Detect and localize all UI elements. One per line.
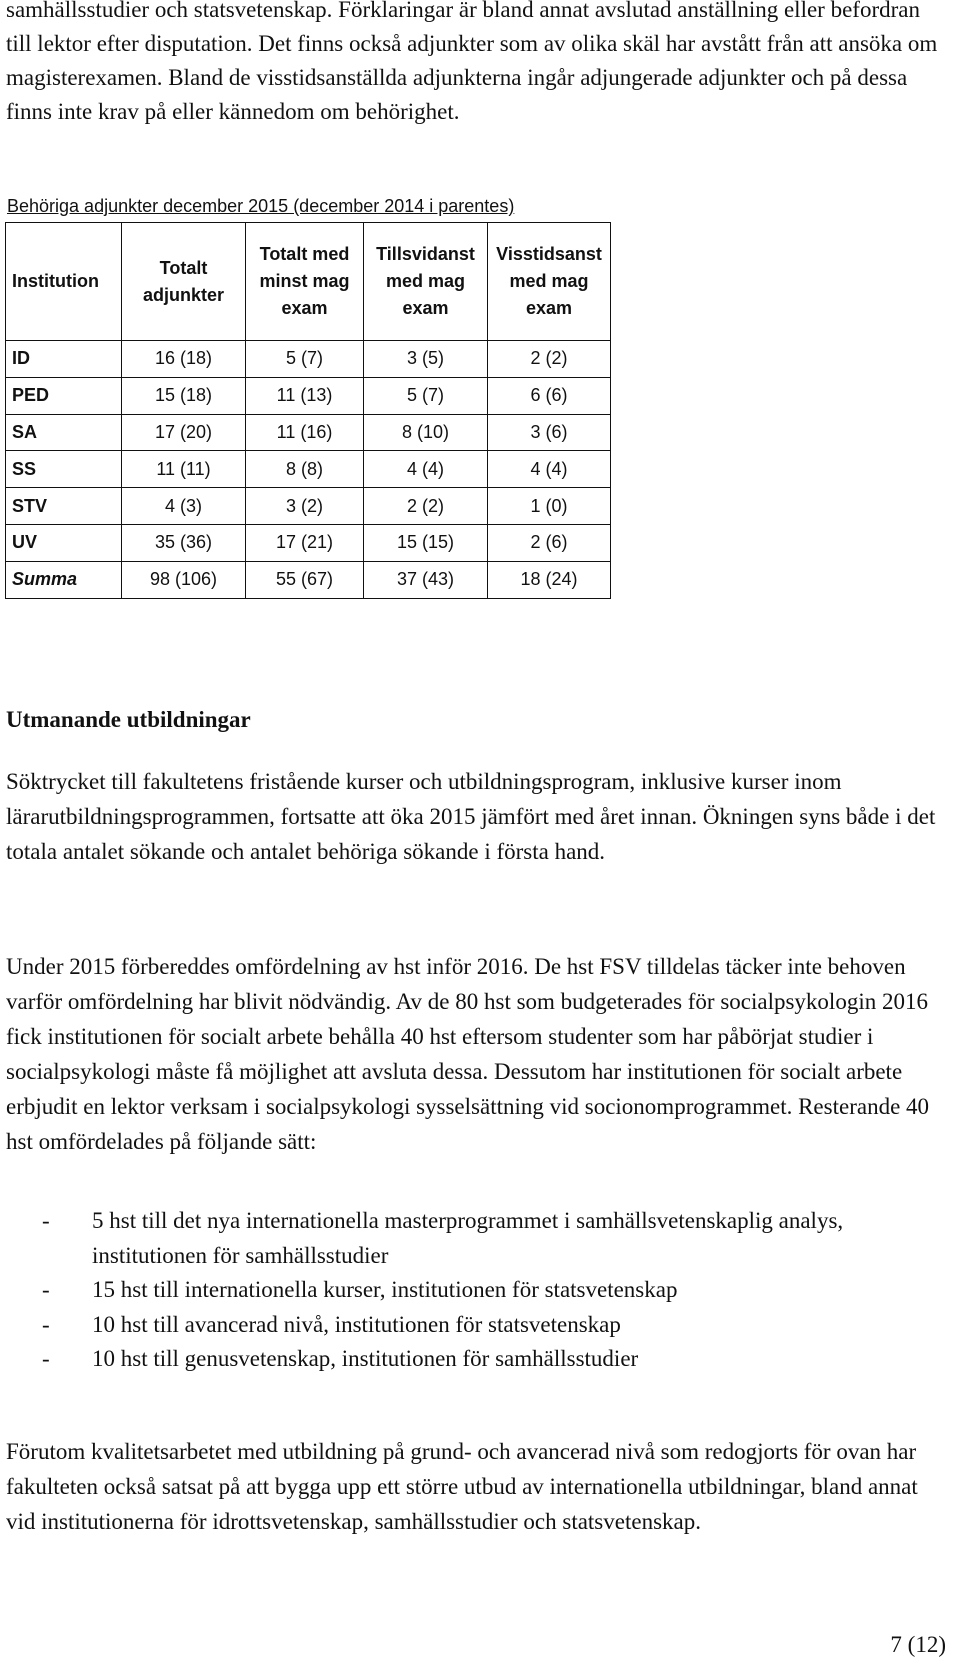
table-row [6,451,611,488]
cell-visstidsanst: 2 (2) [488,341,611,378]
table-header-row [6,223,611,341]
intro-paragraph: samhällsstudier och statsvetenskap. Förklaringar är bland annat avslutad anställning eller befordran till lektor efter disputation. Det finns också adjunkter som av olika skäl har avstått från att ansöka om magisterexamen. Bland de visstidsanställda adjunkterna ingår adjungerade adjunkter och på dessa finns inte krav på eller kännedom om behörighet. [6,0,938,124]
cell-institution: PED [6,377,122,414]
reallocation-list [6,1204,946,1377]
cell-totalt: 11 (11) [122,451,246,488]
cell-totalt: 98 (106) [122,561,246,598]
list-item-text: 15 hst till internationella kurser, institutionen för statsvetenskap [92,1277,678,1302]
cell-tillsvidanst: 3 (5) [364,341,488,378]
header-totalt-minst-mag: Totalt med minst mag exam [246,223,364,341]
cell-minst-mag: 5 (7) [246,341,364,378]
cell-minst-mag: 8 (8) [246,451,364,488]
paragraph-hst: Under 2015 förbereddes omfördelning av hst inför 2016. De hst FSV tilldelas täcker inte behoven varför omfördelning har blivit nödvändig. Av de 80 hst som budgeterades för socialpsykologin 2016 fick institutionen för socialt arbete behålla 40 hst eftersom studenter som har påbörjat studier i socialpsykologi måste få möjlighet att avsluta dessa. Dessutom har institutionen för socialt arbete erbjudit en lektor verksam i socialpsykologi sysselsättning vid socionomprogrammet. Resterande 40 hst omfördelades på följande sätt: [6,954,930,1154]
adjunkter-table [5,222,611,599]
table-row [6,377,611,414]
cell-minst-mag: 11 (16) [246,414,364,451]
cell-tillsvidanst: 15 (15) [364,524,488,561]
section-heading: Utmanande utbildningar [6,707,251,732]
list-item [6,1308,946,1343]
cell-totalt: 4 (3) [122,488,246,525]
header-visstidsanst: Visstidsanst med mag exam [488,223,611,341]
cell-visstidsanst: 2 (6) [488,524,611,561]
list-item [6,1342,946,1377]
header-institution: Institution [6,223,122,341]
cell-minst-mag: 3 (2) [246,488,364,525]
cell-tillsvidanst: 8 (10) [364,414,488,451]
cell-institution: Summa [6,561,122,598]
table-row-summa [6,561,611,598]
cell-minst-mag: 11 (13) [246,377,364,414]
cell-tillsvidanst: 5 (7) [364,377,488,414]
list-item-text: 10 hst till genusvetenskap, institutionen för samhällsstudier [92,1346,639,1371]
cell-minst-mag: 17 (21) [246,524,364,561]
cell-institution: SS [6,451,122,488]
list-item [6,1273,946,1308]
cell-institution: UV [6,524,122,561]
list-dash: - [42,1277,50,1302]
cell-visstidsanst: 1 (0) [488,488,611,525]
cell-tillsvidanst: 37 (43) [364,561,488,598]
page-number: 7 (12) [890,1632,946,1657]
cell-totalt: 17 (20) [122,414,246,451]
cell-institution: ID [6,341,122,378]
cell-tillsvidanst: 2 (2) [364,488,488,525]
cell-totalt: 16 (18) [122,341,246,378]
list-item [6,1204,946,1273]
paragraph-kvalitet: Förutom kvalitetsarbetet med utbildning på grund- och avancerad nivå som redogjorts för ovan har fakulteten också satsat på att bygga upp ett större utbud av internationella utbildningar, bland annat vid institutionerna för idrottsvetenskap, samhällsstudier och statsvetenskap. [6,1439,918,1534]
cell-minst-mag: 55 (67) [246,561,364,598]
cell-visstidsanst: 18 (24) [488,561,611,598]
cell-totalt: 15 (18) [122,377,246,414]
cell-visstidsanst: 6 (6) [488,377,611,414]
cell-institution: SA [6,414,122,451]
table-caption: Behöriga adjunkter december 2015 (december 2014 i parentes) [7,196,515,216]
list-item-text: 10 hst till avancerad nivå, institutionen för statsvetenskap [92,1311,621,1337]
cell-totalt: 35 (36) [122,524,246,561]
header-totalt-adjunkter: Totalt adjunkter [122,223,246,341]
header-tillsvidanst: Tillsvidanst med mag exam [364,223,488,341]
table-row [6,488,611,525]
cell-institution: STV [6,488,122,525]
list-dash: - [42,1311,50,1337]
list-dash: - [42,1346,50,1371]
table-row [6,341,611,378]
cell-visstidsanst: 3 (6) [488,414,611,451]
list-dash: - [42,1208,50,1233]
cell-tillsvidanst: 4 (4) [364,451,488,488]
list-item-text: 5 hst till det nya internationella masterprogrammet i samhällsvetenskaplig analys, institutionen för samhällsstudier [92,1208,844,1268]
table-row [6,414,611,451]
cell-visstidsanst: 4 (4) [488,451,611,488]
paragraph-soktryck: Söktrycket till fakultetens fristående kurser och utbildningsprogram, inklusive kurser inom lärarutbildningsprogrammen, fortsatte att öka 2015 jämfört med året innan. Ökningen syns både i det totala antalet sökande och antalet behöriga sökande i första hand. [6,769,936,864]
table-row [6,524,611,561]
